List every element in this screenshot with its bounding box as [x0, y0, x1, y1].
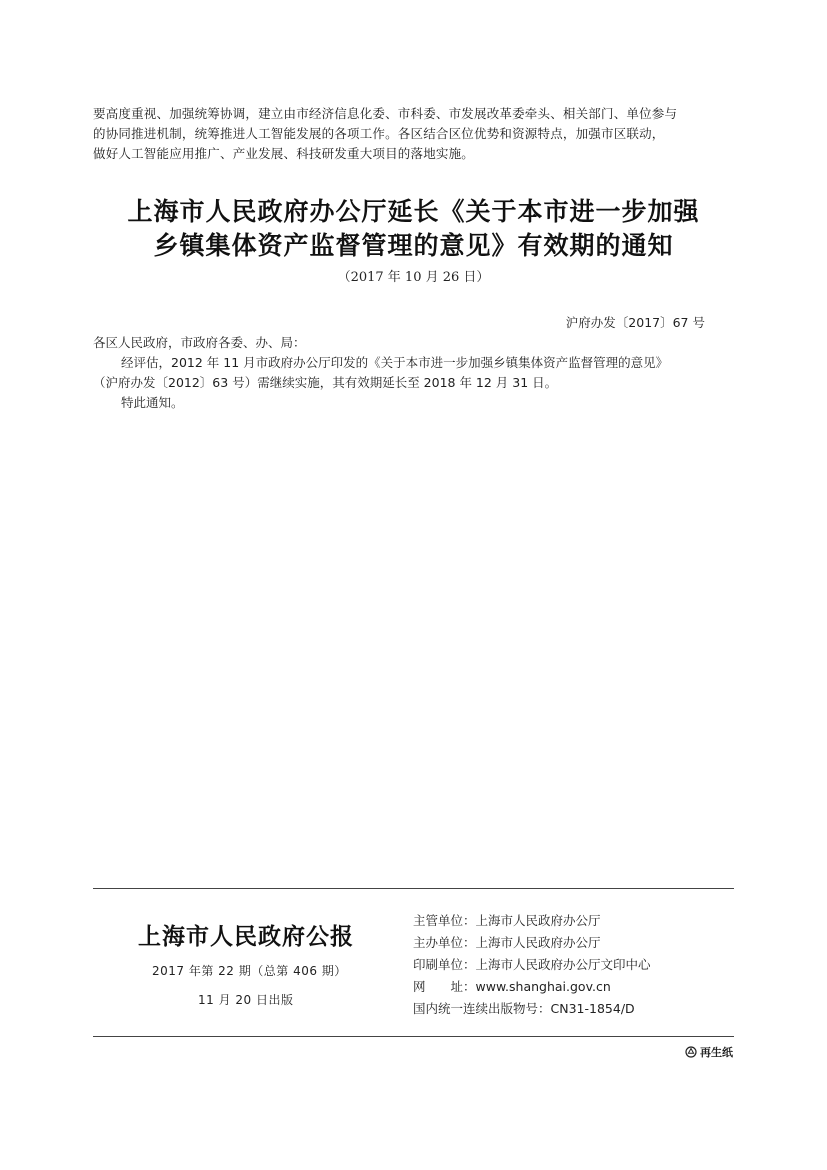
recycled-paper-mark	[685, 1044, 733, 1060]
website-label: 网 址：	[413, 979, 476, 994]
closing-line: 特此通知。	[121, 395, 184, 410]
notice-title-line1: 上海市人民政府办公厅延长《关于本市进一步加强	[127, 197, 700, 226]
paragraph-line: 做好人工智能应用推广、产业发展、科技研发重大项目的落地实施。	[93, 146, 475, 161]
recycled-paper-label: 再生纸	[700, 1046, 733, 1059]
document-number: 沪府办发〔2017〕67 号	[565, 315, 705, 330]
recipients: 各区人民政府，市政府各委、办、局：	[93, 335, 306, 350]
notice-date: （2017 年 10 月 26 日）	[337, 270, 490, 285]
masthead-divider-top	[93, 888, 734, 889]
website-value: www.shanghai.gov.cn	[475, 979, 611, 994]
printer-label: 印刷单位：	[413, 957, 476, 972]
masthead-divider-bottom	[93, 1036, 734, 1037]
recycle-icon	[685, 1046, 697, 1058]
paragraph-line: 的协同推进机制，统筹推进人工智能发展的各项工作。各区结合区位优势和资源特点，加强市区联动，	[93, 126, 665, 141]
sponsor-value: 上海市人民政府办公厅	[475, 913, 601, 928]
paragraph-line: 要高度重视、加强统筹协调，建立由市经济信息化委、市科委、市发展改革委牵头、相关部门、单位参与	[93, 106, 678, 121]
sponsor-row	[413, 910, 651, 932]
sponsor-label: 主管单位：	[413, 913, 476, 928]
cn-number-value: CN31-1854/D	[550, 1001, 635, 1016]
cn-number-label: 国内统一连续出版物号：	[413, 1001, 551, 1016]
gazette-issue: 2017 年第 22 期（总第 406 期）	[152, 964, 347, 978]
printer-row	[413, 954, 651, 976]
organizer-label: 主办单位：	[413, 935, 476, 950]
organizer-row	[413, 932, 651, 954]
gazette-pub-date: 11 月 20 日出版	[198, 993, 294, 1007]
organizer-value: 上海市人民政府办公厅	[475, 935, 601, 950]
cn-number-row	[413, 998, 651, 1020]
preceding-paragraph	[93, 104, 743, 164]
website-row	[413, 976, 651, 998]
printer-value: 上海市人民政府办公厅文印中心	[475, 957, 651, 972]
notice-body	[93, 333, 753, 413]
masthead-info	[413, 910, 651, 1020]
notice-title-line2: 乡镇集体资产监督管理的意见》有效期的通知	[153, 231, 674, 260]
body-line: （沪府办发〔2012〕63 号）需继续实施，其有效期延长至 2018 年 12 月 31 日。	[93, 375, 558, 390]
body-line: 经评估，2012 年 11 月市政府办公厅印发的《关于本市进一步加强乡镇集体资产监督管理的意见》	[121, 355, 669, 370]
gazette-title: 上海市人民政府公报	[138, 923, 354, 950]
